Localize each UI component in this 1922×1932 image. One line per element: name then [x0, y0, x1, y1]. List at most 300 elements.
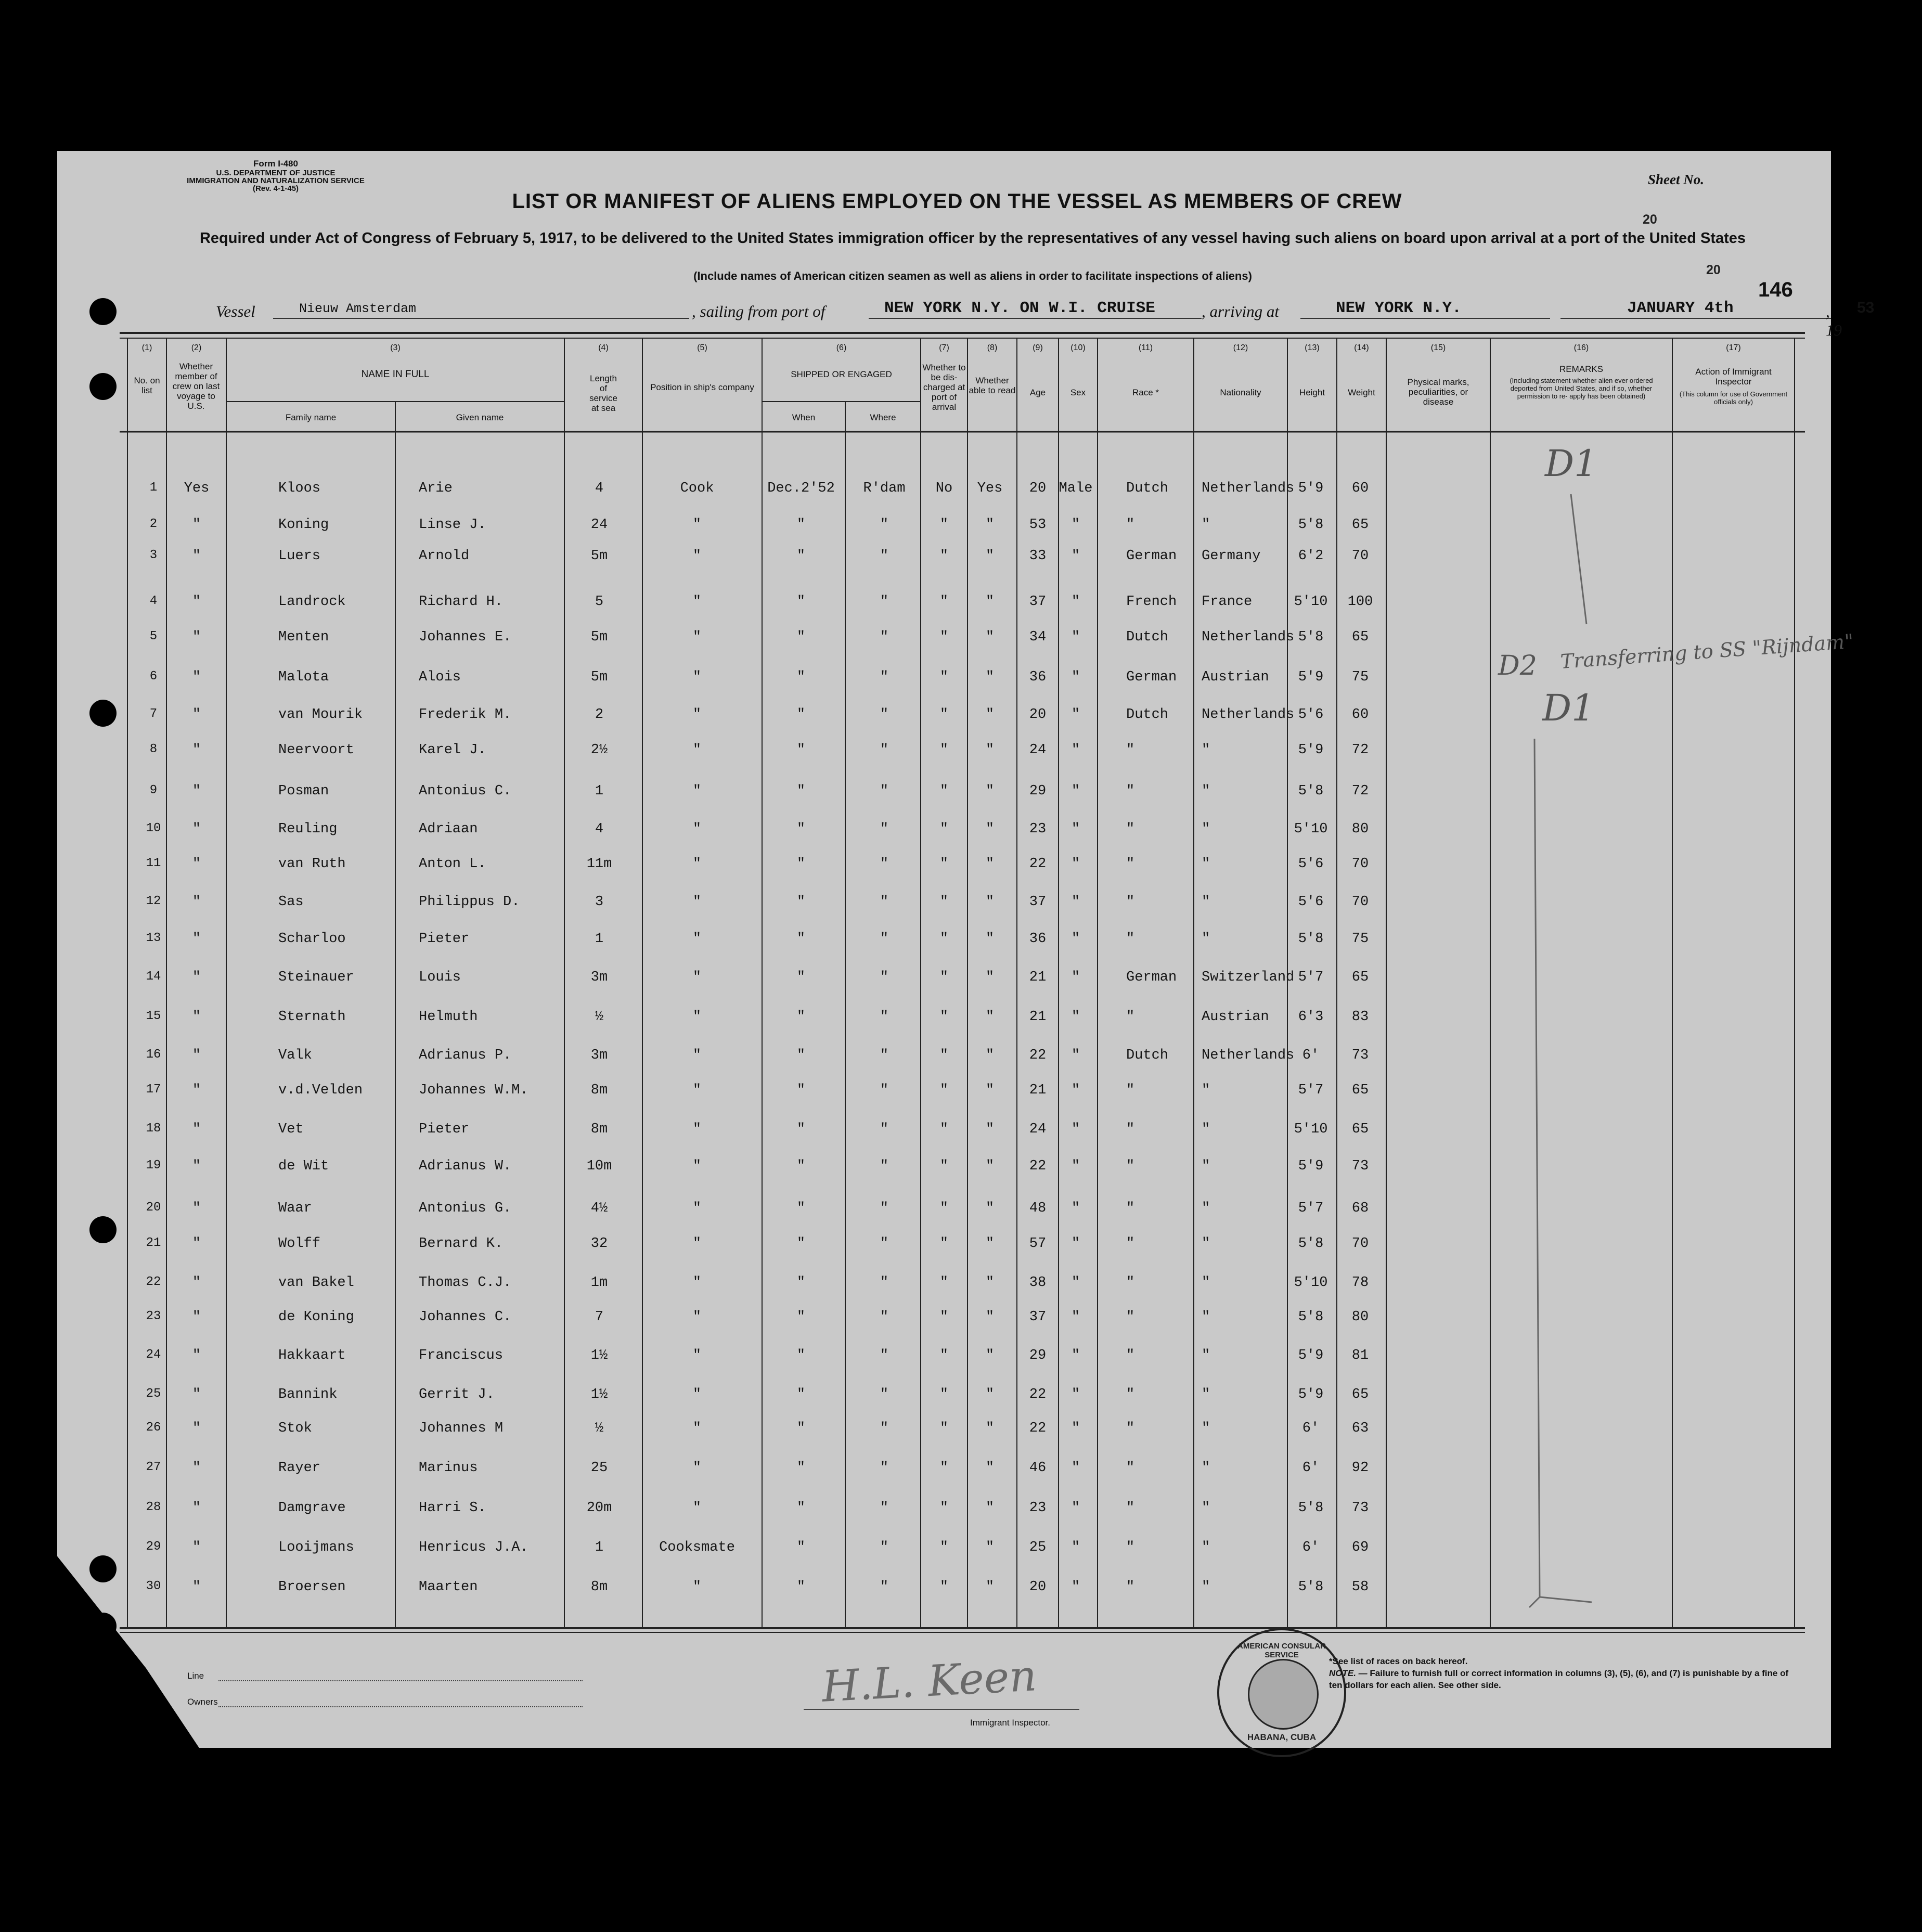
cell-nationality: "	[1202, 1348, 1210, 1363]
cell-where: "	[880, 1500, 889, 1516]
cell-discharged: "	[939, 1460, 949, 1476]
cell-age: 22	[1029, 1421, 1047, 1436]
year-suffix: 53	[1857, 299, 1875, 316]
cell-age: 46	[1029, 1460, 1047, 1476]
cell-read: "	[985, 1309, 995, 1325]
cell-age: 24	[1029, 742, 1047, 758]
cell-service: 5m	[590, 669, 608, 685]
cell-family: Steinauer	[278, 970, 354, 985]
cell-nationality: "	[1202, 517, 1210, 533]
cell-no: 28	[146, 1500, 161, 1514]
cell-discharged: "	[939, 1083, 949, 1098]
cell-when: "	[796, 548, 806, 564]
cell-family: Luers	[278, 548, 321, 564]
cell-service: 4½	[590, 1201, 608, 1216]
cell-where: "	[880, 1048, 889, 1063]
cell-nationality: Netherlands	[1202, 629, 1295, 645]
cell-weight: 63	[1351, 1421, 1369, 1436]
cell-given: Richard H.	[419, 594, 504, 610]
cell-discharged: "	[939, 669, 949, 685]
cell-race: German	[1126, 548, 1177, 564]
inclusion-note: (Include names of American citizen seamen as well as aliens in order to facilitate inspections of aliens)	[693, 269, 1252, 282]
cell-given: Maarten	[419, 1579, 478, 1595]
cell-service: ½	[595, 1009, 604, 1025]
cell-family: Vet	[278, 1122, 304, 1137]
cell-service: 8m	[590, 1579, 608, 1595]
handwritten-transfer-note: Transferring to SS "Rijndam"	[1559, 629, 1854, 673]
cell-height: 5'8	[1298, 629, 1324, 645]
cell-where: "	[880, 821, 889, 837]
cell-race: "	[1126, 1540, 1135, 1555]
year-prefix: , 19	[1826, 302, 1842, 339]
sheet-number: 146	[1758, 278, 1793, 301]
cell-discharged: "	[939, 1579, 949, 1595]
cell-weight: 78	[1351, 1275, 1369, 1291]
cell-service: 7	[595, 1309, 604, 1325]
cell-no: 6	[149, 669, 158, 684]
cell-where: "	[880, 894, 889, 910]
cell-family: Posman	[278, 783, 329, 799]
cell-family: van Mourik	[278, 707, 363, 723]
cell-read: "	[985, 1122, 995, 1137]
cell-last: "	[192, 856, 201, 872]
cell-read: "	[985, 707, 995, 723]
cell-position: "	[692, 1158, 702, 1174]
cell-given: Adrianus W.	[419, 1158, 512, 1174]
cell-where: "	[880, 931, 889, 947]
cell-last: "	[192, 931, 201, 947]
cell-last: "	[192, 1309, 201, 1325]
cell-no: 15	[146, 1009, 161, 1023]
cell-no: 26	[146, 1421, 161, 1435]
arriving-label: , arriving at	[1202, 302, 1279, 320]
cell-height: 5'7	[1298, 1083, 1324, 1098]
cell-discharged: "	[939, 1421, 949, 1436]
cell-sex: "	[1071, 742, 1080, 758]
cell-nationality: "	[1202, 1275, 1210, 1291]
cell-last: "	[192, 548, 201, 564]
cell-last: "	[192, 1048, 201, 1063]
header-remarks: REMARKS	[1559, 364, 1604, 374]
cell-where: "	[880, 1579, 889, 1595]
footer-notes	[1329, 1655, 1797, 1691]
cell-position: "	[692, 821, 702, 837]
cell-sex: "	[1071, 783, 1080, 799]
cell-where: "	[880, 594, 889, 610]
cell-no: 11	[146, 856, 161, 870]
cell-last: "	[192, 707, 201, 723]
cell-nationality: Switzerland	[1202, 970, 1295, 985]
cell-last: "	[192, 742, 201, 758]
cell-nationality: Austrian	[1202, 669, 1269, 685]
cell-family: Rayer	[278, 1460, 321, 1476]
cell-no: 18	[146, 1122, 161, 1136]
header-given-name: Given name	[456, 413, 504, 422]
cell-read: "	[985, 1348, 995, 1363]
sailing-label: , sailing from port of	[692, 302, 825, 320]
cell-given: Helmuth	[419, 1009, 478, 1025]
cell-when: Dec.2'52	[767, 481, 835, 496]
cell-family: Sternath	[278, 1009, 346, 1025]
cell-no: 20	[146, 1201, 161, 1215]
cell-nationality: "	[1202, 1540, 1210, 1555]
header-inspector-action: Action of Immigrant Inspector	[1695, 367, 1772, 387]
cell-weight: 83	[1351, 1009, 1369, 1025]
cell-given: Anton L.	[419, 856, 486, 872]
cell-position: "	[692, 1579, 702, 1595]
cell-read: "	[985, 1460, 995, 1476]
service-line: IMMIGRATION AND NATURALIZATION SERVICE	[187, 176, 365, 185]
cell-height: 6'	[1302, 1460, 1320, 1476]
cell-read: "	[985, 894, 995, 910]
cell-when: "	[796, 1048, 806, 1063]
cell-nationality: Netherlands	[1202, 1048, 1295, 1063]
cell-given: Pieter	[419, 1122, 470, 1137]
cell-where: "	[880, 1309, 889, 1325]
cell-where: "	[880, 548, 889, 564]
cell-discharged: "	[939, 707, 949, 723]
cell-where: "	[880, 970, 889, 985]
header-shipped-engaged: SHIPPED OR ENGAGED	[791, 369, 892, 379]
cell-position: "	[692, 517, 702, 533]
cell-when: "	[796, 1009, 806, 1025]
cell-position: "	[692, 1348, 702, 1363]
cell-age: 57	[1029, 1236, 1047, 1252]
cell-nationality: "	[1202, 821, 1210, 837]
col-num-3: (3)	[390, 343, 401, 352]
cell-service: 1½	[590, 1348, 608, 1363]
departure-port: NEW YORK N.Y. ON W.I. CRUISE	[884, 299, 1155, 317]
cell-no: 22	[146, 1275, 161, 1289]
cell-age: 22	[1029, 856, 1047, 872]
cell-height: 6'3	[1298, 1009, 1324, 1025]
cell-given: Karel J.	[419, 742, 486, 758]
cell-nationality: "	[1202, 783, 1210, 799]
cell-position: "	[692, 856, 702, 872]
consular-seal	[1217, 1628, 1346, 1757]
cell-when: "	[796, 742, 806, 758]
handwritten-d2: D2	[1498, 650, 1537, 681]
cell-weight: 70	[1351, 894, 1369, 910]
cell-position: "	[692, 742, 702, 758]
cell-discharged: "	[939, 970, 949, 985]
cell-height: 5'10	[1294, 1275, 1328, 1291]
header-age: Age	[1029, 388, 1046, 397]
cell-where: "	[880, 742, 889, 758]
cell-family: Sas	[278, 894, 304, 910]
printed-20-second: 20	[1706, 263, 1721, 277]
cell-family: van Bakel	[278, 1275, 354, 1291]
cell-sex: "	[1071, 1579, 1080, 1595]
cell-last: "	[192, 1009, 201, 1025]
cell-where: "	[880, 1348, 889, 1363]
cell-race: "	[1126, 1083, 1135, 1098]
cell-nationality: "	[1202, 1460, 1210, 1476]
cell-age: 20	[1029, 481, 1047, 496]
cell-race: "	[1126, 1579, 1135, 1595]
cell-no: 7	[149, 707, 158, 721]
cell-race: French	[1126, 594, 1177, 610]
cell-weight: 68	[1351, 1201, 1369, 1216]
cell-discharged: "	[939, 1201, 949, 1216]
cell-position: "	[692, 931, 702, 947]
cell-read: "	[985, 783, 995, 799]
cell-no: 25	[146, 1387, 161, 1401]
cell-where: "	[880, 1158, 889, 1174]
cell-last: "	[192, 594, 201, 610]
cell-position: "	[692, 970, 702, 985]
cell-discharged: "	[939, 1048, 949, 1063]
cell-race: Dutch	[1126, 1048, 1169, 1063]
cell-position: Cooksmate	[659, 1540, 735, 1555]
cell-race: "	[1126, 1275, 1135, 1291]
legal-requirement: Required under Act of Congress of February 5, 1917, to be delivered to the United States immigration officer by the representatives of any vessel having such aliens on board upon arrival at a port of the United States	[199, 230, 1746, 247]
cell-race: "	[1126, 1387, 1135, 1402]
cell-height: 5'7	[1298, 970, 1324, 985]
cell-last: "	[192, 1236, 201, 1252]
cell-read: "	[985, 931, 995, 947]
cell-weight: 70	[1351, 1236, 1369, 1252]
cell-age: 53	[1029, 517, 1047, 533]
col-num-7: (7)	[939, 343, 949, 352]
cell-when: "	[796, 783, 806, 799]
arrival-date: JANUARY 4th	[1627, 299, 1734, 317]
cell-when: "	[796, 931, 806, 947]
header-able-to-read: Whether able to read	[969, 376, 1016, 395]
cell-height: 6'	[1302, 1421, 1320, 1436]
cell-position: "	[692, 669, 702, 685]
cell-no: 23	[146, 1309, 161, 1323]
cell-sex: "	[1071, 856, 1080, 872]
cell-given: Gerrit J.	[419, 1387, 495, 1402]
cell-family: Landrock	[278, 594, 346, 610]
seal-bottom-text: HABANA, CUBA	[1247, 1732, 1317, 1742]
cell-when: "	[796, 517, 806, 533]
cell-discharged: "	[939, 742, 949, 758]
cell-no: 8	[149, 742, 158, 756]
cell-race: "	[1126, 1500, 1135, 1516]
cell-when: "	[796, 594, 806, 610]
cell-last: "	[192, 517, 201, 533]
cell-height: 5'9	[1298, 1387, 1324, 1402]
cell-race: "	[1126, 517, 1135, 533]
cell-when: "	[796, 1348, 806, 1363]
cell-nationality: "	[1202, 894, 1210, 910]
cell-no: 12	[146, 894, 161, 908]
cell-weight: 65	[1351, 1387, 1369, 1402]
col-num-9: (9)	[1033, 343, 1043, 352]
cell-position: "	[692, 1201, 702, 1216]
header-race: Race *	[1132, 388, 1159, 397]
cell-given: Louis	[419, 970, 461, 985]
cell-read: "	[985, 1579, 995, 1595]
cell-family: Menten	[278, 629, 329, 645]
cell-last: Yes	[184, 481, 210, 496]
cell-height: 5'8	[1298, 931, 1324, 947]
header-remarks-detail: (Including statement whether alien ever ordered deported from United States, and if so, whether permission to re- apply has been obtained)	[1510, 377, 1653, 400]
col-num-17: (17)	[1726, 343, 1741, 352]
cell-weight: 70	[1351, 856, 1369, 872]
cell-where: "	[880, 1540, 889, 1555]
cell-height: 5'8	[1298, 1309, 1324, 1325]
cell-race: "	[1126, 821, 1135, 837]
cell-when: "	[796, 707, 806, 723]
cell-given: Thomas C.J.	[419, 1275, 512, 1291]
footer-line-label: Line	[187, 1671, 204, 1681]
cell-weight: 92	[1351, 1460, 1369, 1476]
cell-read: "	[985, 1275, 995, 1291]
cell-given: Pieter	[419, 931, 470, 947]
cell-last: "	[192, 1083, 201, 1098]
cell-service: 3m	[590, 1048, 608, 1063]
cell-family: Kloos	[278, 481, 321, 496]
cell-sex: "	[1071, 1309, 1080, 1325]
cell-height: 5'10	[1294, 1122, 1328, 1137]
col-num-2: (2)	[191, 343, 202, 352]
cell-height: 5'7	[1298, 1201, 1324, 1216]
cell-race: "	[1126, 1421, 1135, 1436]
cell-age: 36	[1029, 669, 1047, 685]
cell-race: "	[1126, 894, 1135, 910]
cell-when: "	[796, 1579, 806, 1595]
cell-age: 21	[1029, 1083, 1047, 1098]
cell-no: 17	[146, 1083, 161, 1097]
cell-no: 5	[149, 629, 158, 643]
cell-where: "	[880, 1236, 889, 1252]
cell-race: "	[1126, 1309, 1135, 1325]
cell-last: "	[192, 783, 201, 799]
cell-height: 5'8	[1298, 1500, 1324, 1516]
header-weight: Weight	[1348, 388, 1375, 397]
cell-given: Johannes C.	[419, 1309, 512, 1325]
cell-service: 5m	[590, 629, 608, 645]
col-num-14: (14)	[1354, 343, 1369, 352]
cell-family: Malota	[278, 669, 329, 685]
cell-height: 5'9	[1298, 1158, 1324, 1174]
cell-sex: "	[1071, 1236, 1080, 1252]
cell-discharged: "	[939, 1158, 949, 1174]
cell-weight: 70	[1351, 548, 1369, 564]
header-last-voyage: Whether member of crew on last voyage to U.S.	[172, 362, 220, 411]
cell-service: 2½	[590, 742, 608, 758]
cell-weight: 69	[1351, 1540, 1369, 1555]
cell-nationality: "	[1202, 1579, 1210, 1595]
cell-where: "	[880, 1275, 889, 1291]
cell-age: 22	[1029, 1387, 1047, 1402]
inspector-signature: H.L. Keen	[820, 1651, 1038, 1712]
cell-read: "	[985, 548, 995, 564]
cell-read: "	[985, 629, 995, 645]
cell-weight: 65	[1351, 970, 1369, 985]
cell-nationality: "	[1202, 1236, 1210, 1252]
cell-discharged: "	[939, 1009, 949, 1025]
cell-position: "	[692, 1387, 702, 1402]
col-num-5: (5)	[697, 343, 707, 352]
cell-discharged: "	[939, 517, 949, 533]
cell-weight: 100	[1347, 594, 1373, 610]
cell-read: "	[985, 821, 995, 837]
cell-last: "	[192, 1387, 201, 1402]
col-num-11: (11)	[1138, 343, 1153, 352]
cell-when: "	[796, 1387, 806, 1402]
cell-race: German	[1126, 970, 1177, 985]
page-title: LIST OR MANIFEST OF ALIENS EMPLOYED ON THE VESSEL AS MEMBERS OF CREW	[512, 190, 1402, 213]
cell-age: 48	[1029, 1201, 1047, 1216]
cell-sex: "	[1071, 517, 1080, 533]
cell-age: 37	[1029, 1309, 1047, 1325]
cell-where: "	[880, 669, 889, 685]
cell-sex: "	[1071, 1348, 1080, 1363]
col-num-16: (16)	[1573, 343, 1589, 352]
cell-sex: "	[1071, 548, 1080, 564]
col-num-6: (6)	[836, 343, 847, 352]
cell-when: "	[796, 1158, 806, 1174]
cell-family: Koning	[278, 517, 329, 533]
cell-weight: 65	[1351, 1122, 1369, 1137]
cell-when: "	[796, 629, 806, 645]
department-line: U.S. DEPARTMENT OF JUSTICE	[216, 169, 336, 177]
cell-race: "	[1126, 1009, 1135, 1025]
cell-given: Arie	[419, 481, 453, 496]
cell-discharged: "	[939, 1122, 949, 1137]
cell-service: 1	[595, 1540, 604, 1555]
cell-given: Linse J.	[419, 517, 486, 533]
cell-given: Henricus J.A.	[419, 1540, 528, 1555]
cell-last: "	[192, 1579, 201, 1595]
cell-sex: "	[1071, 707, 1080, 723]
cell-discharged: "	[939, 1348, 949, 1363]
cell-weight: 80	[1351, 1309, 1369, 1325]
cell-service: 8m	[590, 1083, 608, 1098]
cell-read: "	[985, 594, 995, 610]
cell-given: Philippus D.	[419, 894, 520, 910]
cell-nationality: "	[1202, 1421, 1210, 1436]
cell-when: "	[796, 1460, 806, 1476]
cell-sex: "	[1071, 1460, 1080, 1476]
cell-given: Johannes M	[419, 1421, 504, 1436]
header-name-in-full: NAME IN FULL	[361, 369, 430, 380]
cell-weight: 73	[1351, 1500, 1369, 1516]
cell-service: 3m	[590, 970, 608, 985]
cell-sex: "	[1071, 1387, 1080, 1402]
cell-age: 21	[1029, 1009, 1047, 1025]
cell-race: "	[1126, 1348, 1135, 1363]
cell-read: "	[985, 1387, 995, 1402]
cell-when: "	[796, 1540, 806, 1555]
cell-nationality: "	[1202, 1122, 1210, 1137]
cell-given: Franciscus	[419, 1348, 504, 1363]
cell-given: Alois	[419, 669, 461, 685]
cell-where: "	[880, 707, 889, 723]
cell-read: "	[985, 1236, 995, 1252]
sheet-label: Sheet No.	[1648, 172, 1704, 187]
seal-top-text: AMERICAN CONSULAR SERVICE	[1237, 1642, 1326, 1659]
cell-last: "	[192, 1460, 201, 1476]
cell-nationality: France	[1202, 594, 1253, 610]
cell-age: 37	[1029, 594, 1047, 610]
cell-nationality: Netherlands	[1202, 481, 1295, 496]
cell-nationality: "	[1202, 1201, 1210, 1216]
cell-no: 3	[149, 548, 158, 562]
cell-weight: 65	[1351, 629, 1369, 645]
cell-position: "	[692, 783, 702, 799]
cell-sex: "	[1071, 1540, 1080, 1555]
cell-family: van Ruth	[278, 856, 346, 872]
revision-line: (Rev. 4-1-45)	[252, 184, 299, 193]
cell-no: 30	[146, 1579, 161, 1593]
cell-given: Frederik M.	[419, 707, 512, 723]
cell-read: "	[985, 970, 995, 985]
